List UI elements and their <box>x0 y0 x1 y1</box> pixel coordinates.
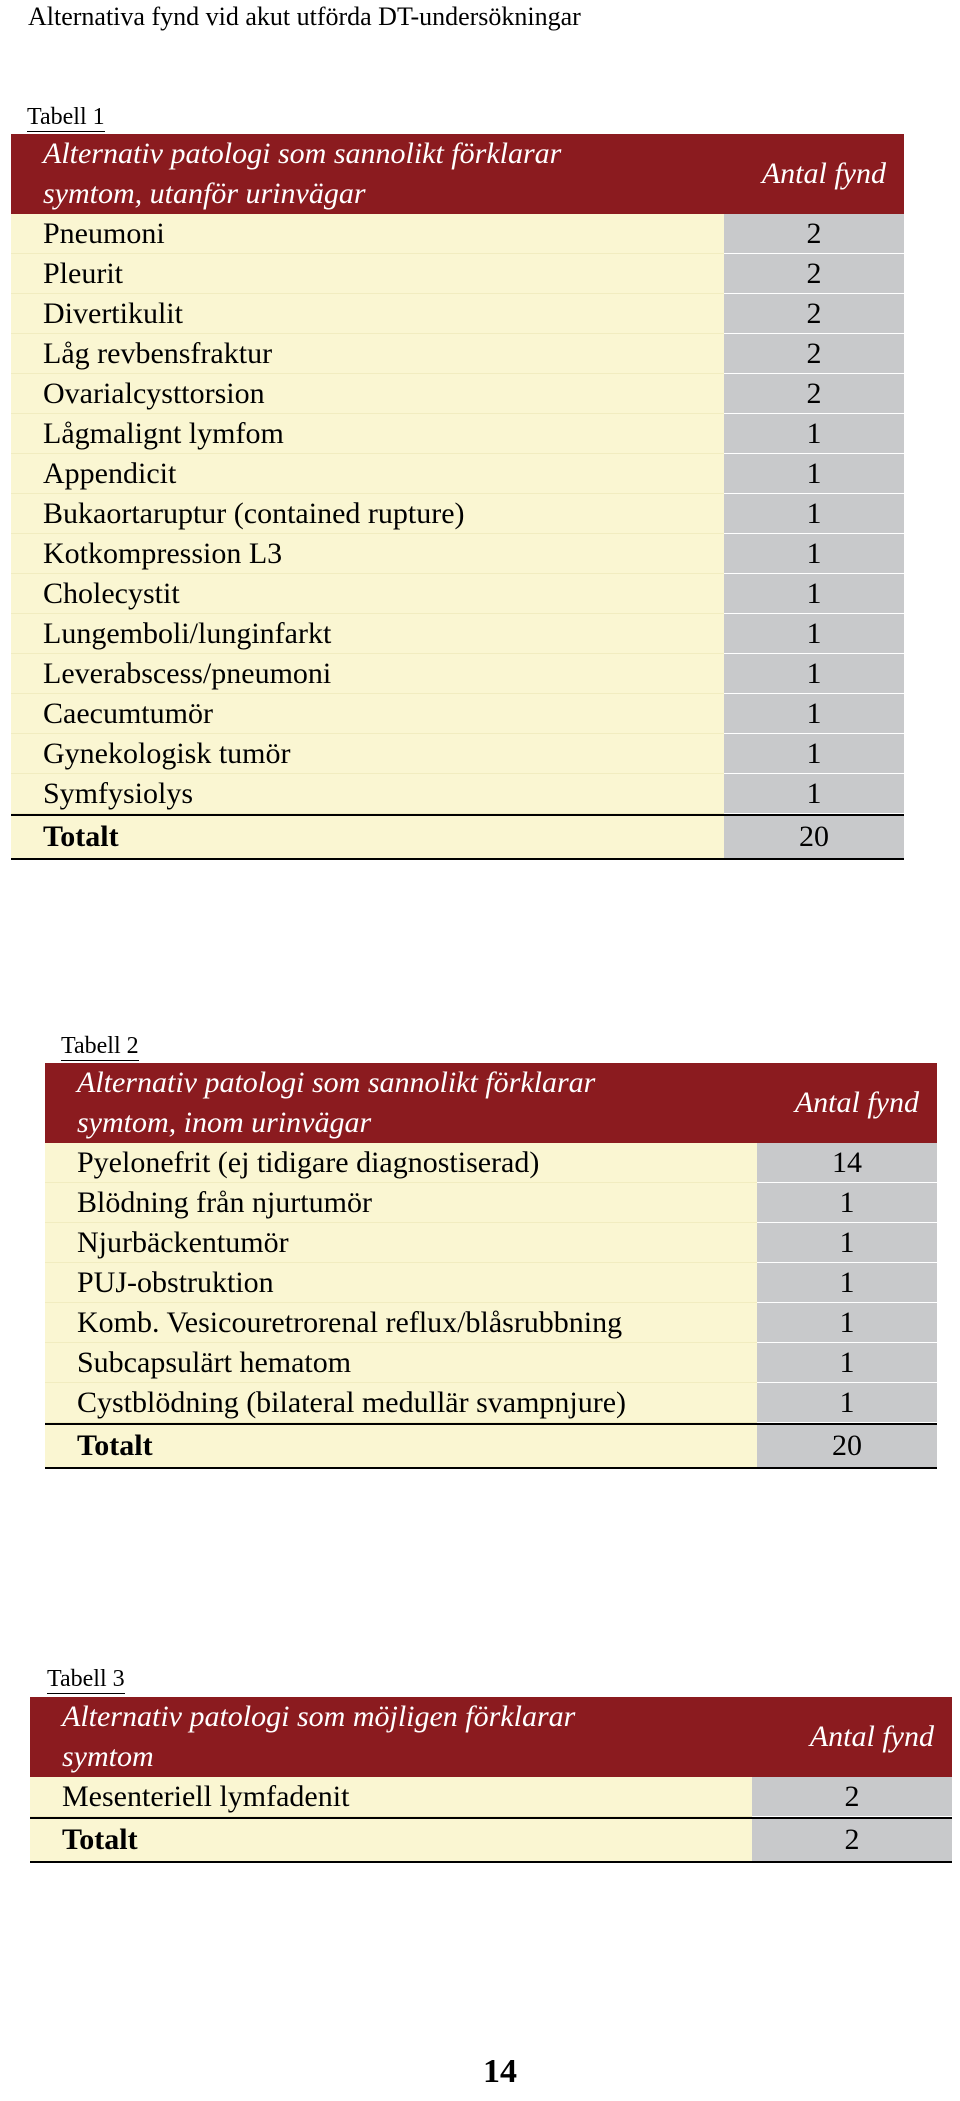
table-row <box>11 294 904 334</box>
table-row <box>11 694 904 734</box>
row-label: Gynekologisk tumör <box>11 734 724 774</box>
table-row <box>11 534 904 574</box>
table-row <box>11 214 904 254</box>
table-header-count: Antal fynd <box>761 157 886 190</box>
row-count: 1 <box>724 454 904 494</box>
row-label: Divertikulit <box>11 294 724 334</box>
row-label: Låg revbensfraktur <box>11 334 724 374</box>
row-label: PUJ-obstruktion <box>45 1263 757 1303</box>
total-count: 20 <box>724 816 904 858</box>
row-count: 1 <box>724 734 904 774</box>
table-row <box>45 1263 937 1303</box>
table-row <box>11 494 904 534</box>
row-label: Blödning från njurtumör <box>45 1183 757 1223</box>
row-count: 1 <box>757 1183 937 1223</box>
row-count: 1 <box>757 1263 937 1303</box>
table-header-row <box>45 1063 937 1143</box>
row-label: Cholecystit <box>11 574 724 614</box>
total-label: Totalt <box>11 816 724 858</box>
row-count: 1 <box>724 534 904 574</box>
row-count: 2 <box>752 1777 952 1817</box>
row-label: Pyelonefrit (ej tidigare diagnostiserad) <box>45 1143 757 1183</box>
row-label: Bukaortaruptur (contained rupture) <box>11 494 724 534</box>
header-label-line: symtom, utanför urinvägar <box>43 177 366 210</box>
table-1 <box>11 134 904 860</box>
table-1-caption: Tabell 1 <box>27 104 105 130</box>
table-row <box>11 414 904 454</box>
table-row <box>11 374 904 414</box>
table-row <box>11 734 904 774</box>
total-label: Totalt <box>30 1819 752 1861</box>
row-label: Leverabscess/pneumoni <box>11 654 724 694</box>
header-label-line: Alternativ patologi som sannolikt förklarar <box>43 137 562 170</box>
row-count: 1 <box>757 1223 937 1263</box>
table-row <box>11 334 904 374</box>
table-row <box>45 1343 937 1383</box>
row-count: 1 <box>724 574 904 614</box>
table-3 <box>30 1697 952 1863</box>
row-count: 1 <box>724 774 904 814</box>
table-header-label <box>30 1697 694 1777</box>
row-label: Kotkompression L3 <box>11 534 724 574</box>
table-2-caption: Tabell 2 <box>61 1033 139 1059</box>
row-label: Pneumoni <box>11 214 724 254</box>
table-row <box>11 254 904 294</box>
table-header-count: Antal fynd <box>809 1720 934 1753</box>
row-label: Ovarialcysttorsion <box>11 374 724 414</box>
row-label: Caecumtumör <box>11 694 724 734</box>
table-3-caption: Tabell 3 <box>47 1666 125 1692</box>
running-title: Alternativa fynd vid akut utförda DT-undersökningar <box>28 2 581 31</box>
total-count: 2 <box>752 1819 952 1861</box>
row-count: 1 <box>757 1343 937 1383</box>
row-count: 2 <box>724 294 904 334</box>
row-label: Lungemboli/lunginfarkt <box>11 614 724 654</box>
table-header-label <box>11 134 646 214</box>
header-label-line: Alternativ patologi som sannolikt förklarar <box>77 1066 596 1099</box>
table-row <box>45 1143 937 1183</box>
row-count: 2 <box>724 214 904 254</box>
total-count: 20 <box>757 1425 937 1467</box>
table-row <box>45 1183 937 1223</box>
header-label-line: symtom, inom urinvägar <box>77 1106 372 1139</box>
row-count: 14 <box>757 1143 937 1183</box>
row-count: 1 <box>724 414 904 454</box>
row-label: Komb. Vesicouretrorenal reflux/blåsrubbning <box>45 1303 757 1343</box>
table-row <box>45 1223 937 1263</box>
row-label: Lågmalignt lymfom <box>11 414 724 454</box>
table-row <box>11 774 904 814</box>
row-count: 2 <box>724 334 904 374</box>
row-label: Njurbäckentumör <box>45 1223 757 1263</box>
header-label-line: Alternativ patologi som möjligen förklarar <box>62 1700 576 1733</box>
row-label: Appendicit <box>11 454 724 494</box>
row-label: Subcapsulärt hematom <box>45 1343 757 1383</box>
row-count: 1 <box>724 654 904 694</box>
row-count: 1 <box>724 694 904 734</box>
table-row <box>11 654 904 694</box>
header-label-line: symtom <box>62 1740 154 1773</box>
row-count: 1 <box>757 1383 937 1423</box>
table-row <box>45 1303 937 1343</box>
row-label: Pleurit <box>11 254 724 294</box>
row-count: 2 <box>724 254 904 294</box>
table-total-row <box>30 1817 952 1863</box>
table-row <box>11 574 904 614</box>
table-total-row <box>45 1423 937 1469</box>
table-row <box>30 1777 952 1817</box>
row-count: 1 <box>724 614 904 654</box>
page-number: 14 <box>483 2053 517 2090</box>
total-label: Totalt <box>45 1425 757 1467</box>
row-label: Mesenteriell lymfadenit <box>30 1777 752 1817</box>
row-count: 1 <box>724 494 904 534</box>
table-total-row <box>11 814 904 860</box>
table-2 <box>45 1063 937 1469</box>
table-header-row <box>11 134 904 214</box>
row-count: 2 <box>724 374 904 414</box>
row-label: Cystblödning (bilateral medullär svampnjure) <box>45 1383 757 1423</box>
table-row <box>11 614 904 654</box>
table-header-label <box>45 1063 679 1143</box>
table-row <box>11 454 904 494</box>
row-label: Symfysiolys <box>11 774 724 814</box>
table-header-row <box>30 1697 952 1777</box>
row-count: 1 <box>757 1303 937 1343</box>
table-header-count: Antal fynd <box>794 1086 919 1119</box>
table-row <box>45 1383 937 1423</box>
